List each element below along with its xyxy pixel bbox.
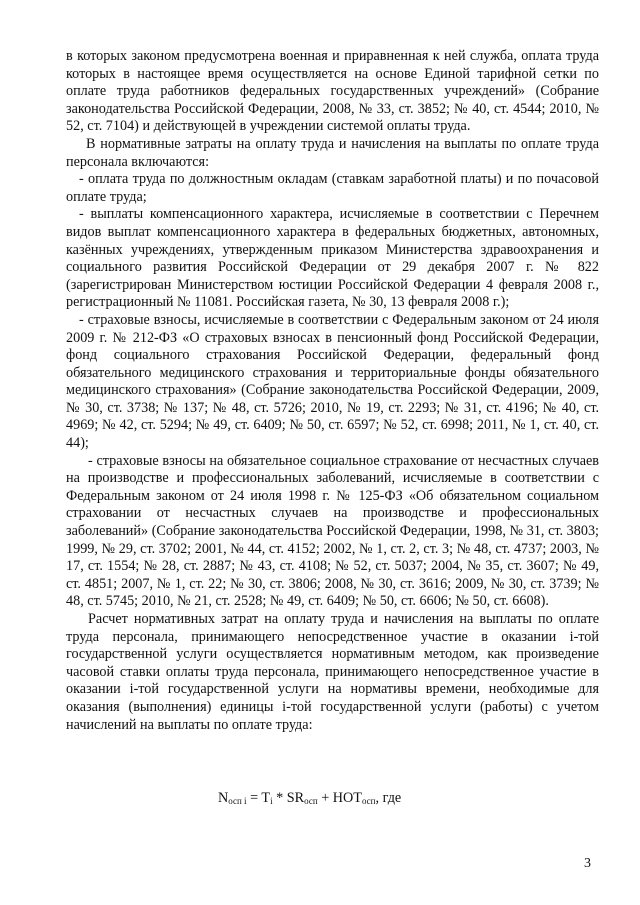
formula-tail: , где (375, 790, 402, 806)
formula-equals-t: = T (246, 790, 271, 806)
formula-n: N (218, 790, 229, 806)
list-item-salary: - оплата труда по должностным окладам (ставкам заработной платы) и по почасовой оплате труда; (66, 171, 599, 205)
formula-mult-sr: * SR (272, 790, 305, 806)
paragraph-intro-continuation: в которых законом предусмотрена военная и приравненная к ней служба, оплата труда которых в настоящее время осуществляется на основе Единой тарифной сетки по оплате труда работников федеральных государственных учреждений» (Собрание законодательства Российской Федерации, 2008, № 33, ст. 3852; № 40, ст. 4544; 2010, № 52, ст. 7104) и действующей в учреждении системой оплаты труда. (66, 48, 599, 135)
list-item-accident-insurance: - страховые взносы на обязательное социальное страхование от несчастных случаев на производстве и профессиональных заболеваний, исчисляемые в соответствии с Федеральным законом от 24 июля 1998 г. № 125-ФЗ «Об обязательном социальном страховании от несчастных случаев на производстве и профессиональных заболеваний» (Собрание законодательства Российской Федерации, 1998, № 31, ст. 3803; 1999, № 29, ст. 3702; 2001, № 44, ст. 4152; 2002, № 1, ст. 2, ст. 3; № 48, ст. 4737; 2003, № 17, ст. 1554; № 28, ст. 2887; № 43, ст. 4108; № 52, ст. 5037; 2004, № 35, ст. 3607; № 49, ст. 4851; 2007, № 1, ст. 22; № 30, ст. 3806; 2008, № 30, ст. 3616; 2009, № 30, ст. 3739; № 48, ст. 5745; 2010, № 21, ст. 2528; № 49, ст. 6409; № 50, ст. 6606; № 50, ст. 6608). (66, 452, 599, 610)
formula-sr-subscript: осп (304, 796, 318, 806)
formula-hot-subscript: осп (361, 796, 376, 806)
list-item-compensation: - выплаты компенсационного характера, исчисляемые в соответствии с Перечнем видов выплат компенсационного характера в федеральных бюджетных, автономных, казённых учреждениях, утвержденным приказом Министерства здравоохранения и социального развития Российской Федерации от 29 декабря 2007 г. № 822 (зарегистрирован Министерством юстиции Российской Федерации 4 февраля 2008 г., регистрационный № 11081. Российская газета, № 30, 13 февраля 2008 г.); (66, 206, 599, 311)
paragraph-normative-costs: В нормативные затраты на оплату труда и начисления на выплаты по оплате труда персонала включаются: (66, 135, 599, 170)
formula-plus-hot: + НОТ (317, 790, 362, 806)
formula-n-subscript: осп i (228, 796, 247, 806)
formula (218, 789, 401, 810)
document-body (66, 48, 599, 734)
page-number: 3 (584, 856, 591, 871)
formula-t-subscript: i (270, 796, 273, 806)
list-item-insurance-contributions: - страховые взносы, исчисляемые в соответствии с Федеральным законом от 24 июля 2009 г. № 212-ФЗ «О страховых взносах в пенсионный фонд Российской Федерации, фонд социального страхования Российской Федерации, федеральный фонд обязательного медицинского страхования и территориальные фонды обязательного медицинского страхования» (Собрание законодательства Российской Федерации, 2009, № 30, ст. 3738; № 137; № 48, ст. 5726; 2010, № 19, ст. 2293; № 31, ст. 4196; № 40, ст. 4969; № 42, ст. 5294; № 49, ст. 6409; № 50, ст. 6597; № 52, ст. 6998; 2011, № 1, ст. 40, ст. 44); (66, 311, 599, 452)
paragraph-calculation-method: Расчет нормативных затрат на оплату труда и начисления на выплаты по оплате труда персонала, принимающего непосредственное участие в оказании i-той государственной услуги осуществляется нормативным методом, как произведение часовой ставки оплаты труда персонала, принимающего непосредственное участие в оказании i-той государственной услуги на нормативы времени, необходимые для оказания (выполнения) единицы i-той государственной услуги (работы) с учетом начислений на выплаты по оплате труда: (66, 611, 599, 733)
